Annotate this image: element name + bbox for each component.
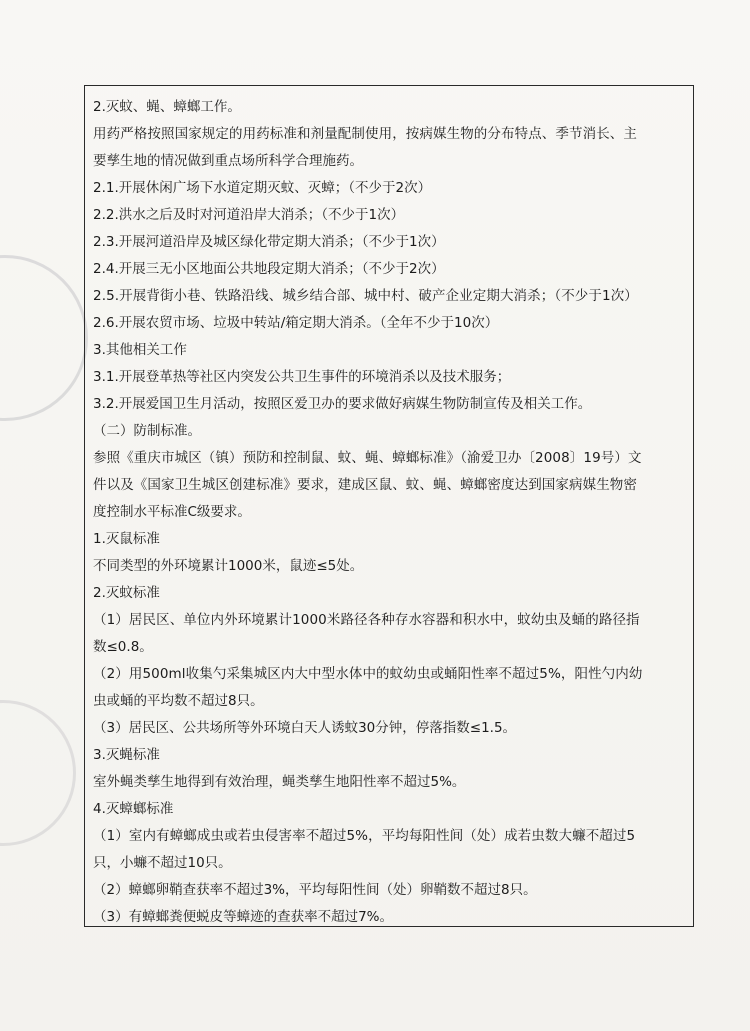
section-heading: 3.灭蝇标准 (93, 747, 160, 763)
list-item: 2.5.开展背街小巷、铁路沿线、城乡结合部、城中村、破产企业定期大消杀；（不少于1次） (93, 288, 638, 304)
list-item: 2.6.开展农贸市场、垃圾中转站/箱定期大消杀。（全年不少于10次） (93, 315, 499, 331)
list-item: 2.1.开展休闲广场下水道定期灭蚊、灭蟑；（不少于2次） (93, 180, 432, 196)
seal-stamp (0, 255, 88, 421)
list-item: 2.4.开展三无小区地面公共地段定期大消杀；（不少于2次） (93, 261, 445, 277)
list-item: （2）用500ml收集勺采集城区内大中型水体中的蚊幼虫或蛹阳性率不超过5%，阳性勺内幼 (93, 666, 643, 682)
list-item: 3.1.开展登革热等社区内突发公共卫生事件的环境消杀以及技术服务； (93, 369, 511, 385)
list-item: 2.2.洪水之后及时对河道沿岸大消杀；（不少于1次） (93, 207, 405, 223)
paragraph-line: 度控制水平标准C级要求。 (93, 504, 251, 520)
document-body (93, 94, 693, 931)
paragraph-line: 参照《重庆市城区（镇）预防和控制鼠、蚊、蝇、蟑螂标准》（渝爱卫办〔2008〕19号）文 (93, 450, 642, 466)
section-heading: 1.灭鼠标准 (93, 531, 160, 547)
section-heading: （二）防制标准。 (93, 423, 201, 439)
paragraph-line: 用药严格按照国家规定的用药标准和剂量配制使用，按病媒生物的分布特点、季节消长、主 (93, 126, 637, 142)
list-item: 数≤0.8。 (93, 639, 153, 655)
list-item: （3）有蟑螂粪便蜕皮等蟑迹的查获率不超过7%。 (93, 909, 394, 925)
list-item: （1）居民区、单位内外环境累计1000米路径各种存水容器和积水中，蚊幼虫及蛹的路径指 (93, 612, 640, 628)
list-item: 只，小蠊不超过10只。 (93, 855, 232, 871)
list-item: （2）蟑螂卵鞘查获率不超过3%，平均每阳性间（处）卵鞘数不超过8只。 (93, 882, 537, 898)
section-heading: 4.灭蟑螂标准 (93, 801, 174, 817)
list-item: 2.3.开展河道沿岸及城区绿化带定期大消杀；（不少于1次） (93, 234, 445, 250)
section-heading: 2.灭蚊、蝇、蟑螂工作。 (93, 99, 241, 115)
section-heading: 2.灭蚊标准 (93, 585, 160, 601)
list-item: 3.2.开展爱国卫生月活动，按照区爱卫办的要求做好病媒生物防制宣传及相关工作。 (93, 396, 592, 412)
paragraph-line: 件以及《国家卫生城区创建标准》要求，建成区鼠、蚊、蝇、蟑螂密度达到国家病媒生物密 (93, 477, 637, 493)
seal-stamp (0, 700, 76, 846)
list-item: （3）居民区、公共场所等外环境白天人诱蚊30分钟，停落指数≤1.5。 (93, 720, 517, 736)
list-item: （1）室内有蟑螂成虫或若虫侵害率不超过5%，平均每阳性间（处）成若虫数大蠊不超过5 (93, 828, 636, 844)
list-item: 虫或蛹的平均数不超过8只。 (93, 693, 264, 709)
paragraph-line: 要孳生地的情况做到重点场所科学合理施药。 (93, 153, 363, 169)
paragraph-line: 室外蝇类孳生地得到有效治理，蝇类孳生地阳性率不超过5%。 (93, 774, 466, 790)
paragraph-line: 不同类型的外环境累计1000米，鼠迹≤5处。 (93, 558, 364, 574)
section-heading: 3.其他相关工作 (93, 342, 187, 358)
